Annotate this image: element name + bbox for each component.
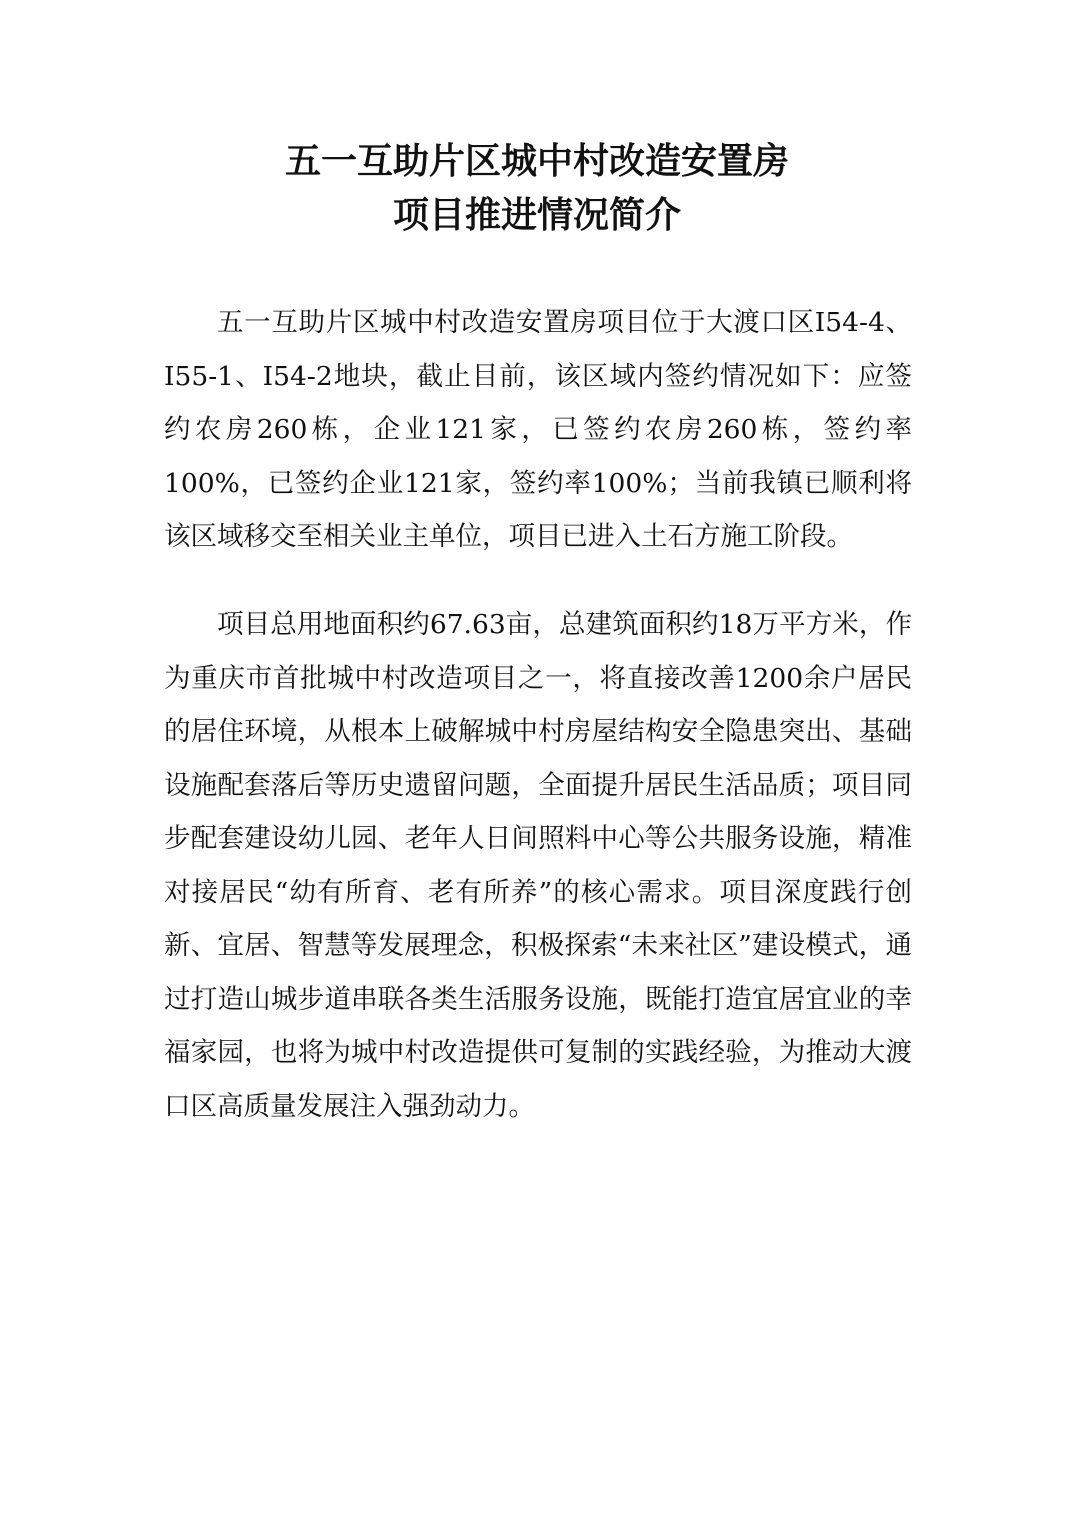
paragraph-block-2 bbox=[164, 598, 912, 1133]
document-title-line2: 项目推进情况简介 bbox=[392, 194, 681, 236]
paragraph-1: 五一互助片区城中村改造安置房项目位于大渡口区I54-4、I55-1、I54-2地块，截止目前，该区域内签约情况如下：应签约农房260栋，企业121家，已签约农房260栋，签约率100%，已签约企业121家，签约率100%；当前我镇已顺利将该区域移交至相关业主单位，项目已进入土石方施工阶段。 bbox=[164, 307, 912, 552]
paragraph-2: 项目总用地面积约67.63亩，总建筑面积约18万平方米，作为重庆市首批城中村改造项目之一，将直接改善1200余户居民的居住环境，从根本上破解城中村房屋结构安全隐患突出、基础设施配套落后等历史遗留问题，全面提升居民生活品质；项目同步配套建设幼儿园、老年人日间照料中心等公共服务设施，精准对接居民“幼有所育、老有所养”的核心需求。项目深度践行创新、宜居、智慧等发展理念，积极探索“未来社区”建设模式，通过打造山城步道串联各类生活服务设施，既能打造宜居宜业的幸福家园，也将为城中村改造提供可复制的实践经验，为推动大渡口区高质量发展注入强劲动力。 bbox=[164, 609, 912, 1122]
document-title-line1: 五一互助片区城中村改造安置房 bbox=[284, 140, 789, 182]
paragraph-block-1 bbox=[164, 296, 912, 564]
